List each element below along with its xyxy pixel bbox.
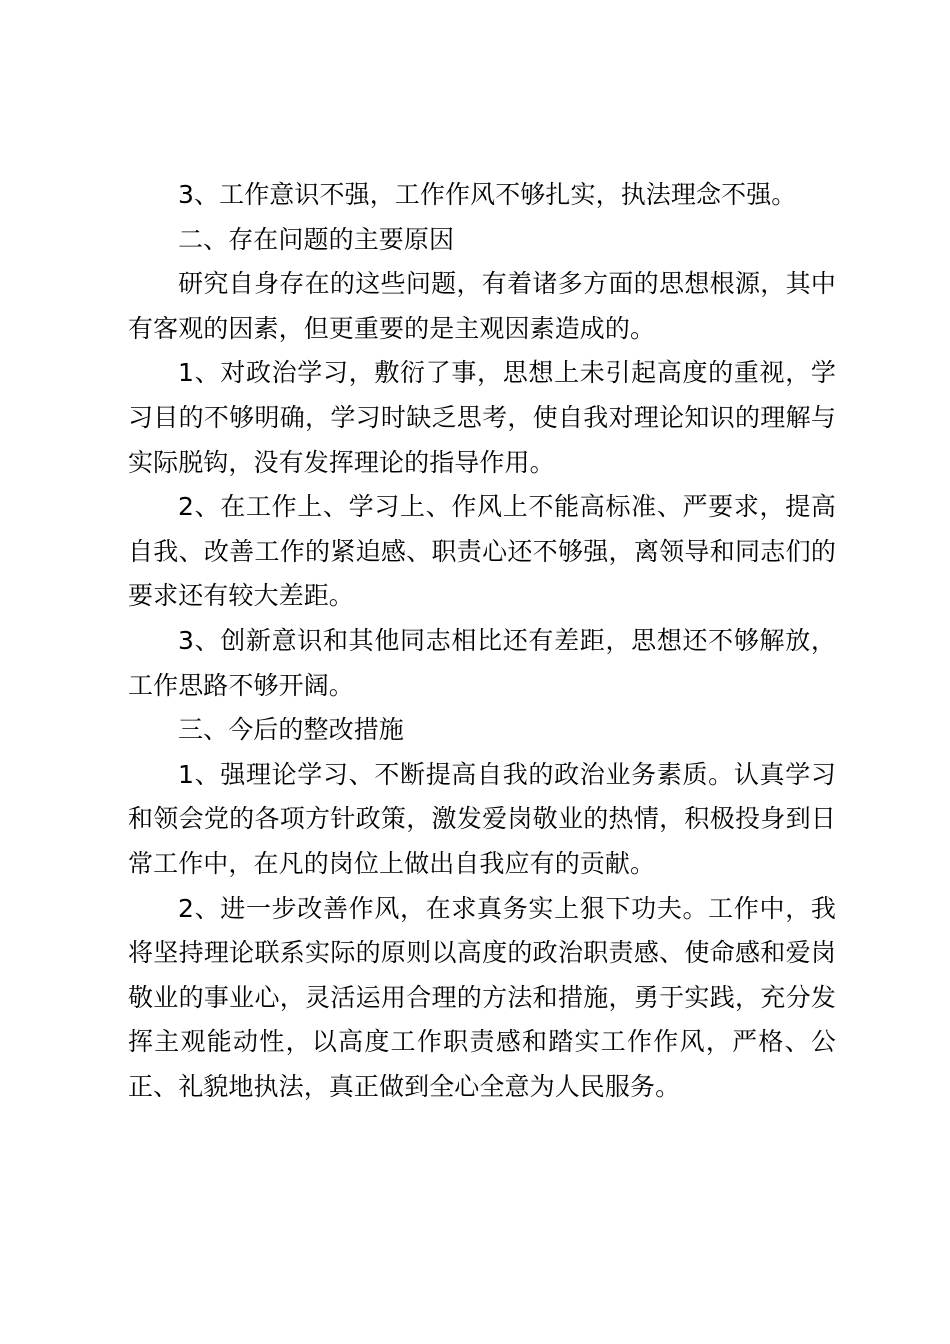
document-body: [128, 173, 836, 1109]
paragraph-cause-2: 2、在工作上、学习上、作风上不能高标准、严要求，提高自我、改善工作的紧迫感、职责心还不够强，离领导和同志们的要求还有较大差距。: [128, 492, 836, 611]
section-heading-main-causes: 二、存在问题的主要原因: [178, 224, 455, 254]
paragraph-causes-intro: 研究自身存在的这些问题，有着诸多方面的思想根源，其中有客观的因素，但更重要的是主观因素造成的。: [128, 269, 836, 343]
paragraph-cause-3: 3、创新意识和其他同志相比还有差距，思想还不够解放，工作思路不够开阔。: [128, 625, 836, 700]
section-heading-rectification: 三、今后的整改措施: [178, 715, 404, 745]
paragraph-measure-1: 1、强理论学习、不断提高自我的政治业务素质。认真学习和领会党的各项方针政策，激发爱岗敬业的热情，积极投身到日常工作中，在凡的岗位上做出自我应有的贡献。: [128, 759, 836, 878]
paragraph-cause-1: 1、对政治学习，敷衍了事，思想上未引起高度的重视，学习目的不够明确，学习时缺乏思考，使自我对理论知识的理解与实际脱钩，没有发挥理论的指导作用。: [128, 358, 836, 477]
paragraph-measure-2: 2、进一步改善作风，在求真务实上狠下功夫。工作中，我将坚持理论联系实际的原则以高度的政治职责感、使命感和爱岗敬业的事业心，灵活运用合理的方法和措施，勇于实践，充分发挥主观能动性，以高度工作职责感和踏实工作作风，严格、公正、礼貌地执法，真正做到全心全意为人民服务。: [128, 893, 836, 1101]
paragraph-item-3-work-awareness: 3、工作意识不强，工作作风不够扎实，执法理念不强。: [178, 180, 797, 209]
